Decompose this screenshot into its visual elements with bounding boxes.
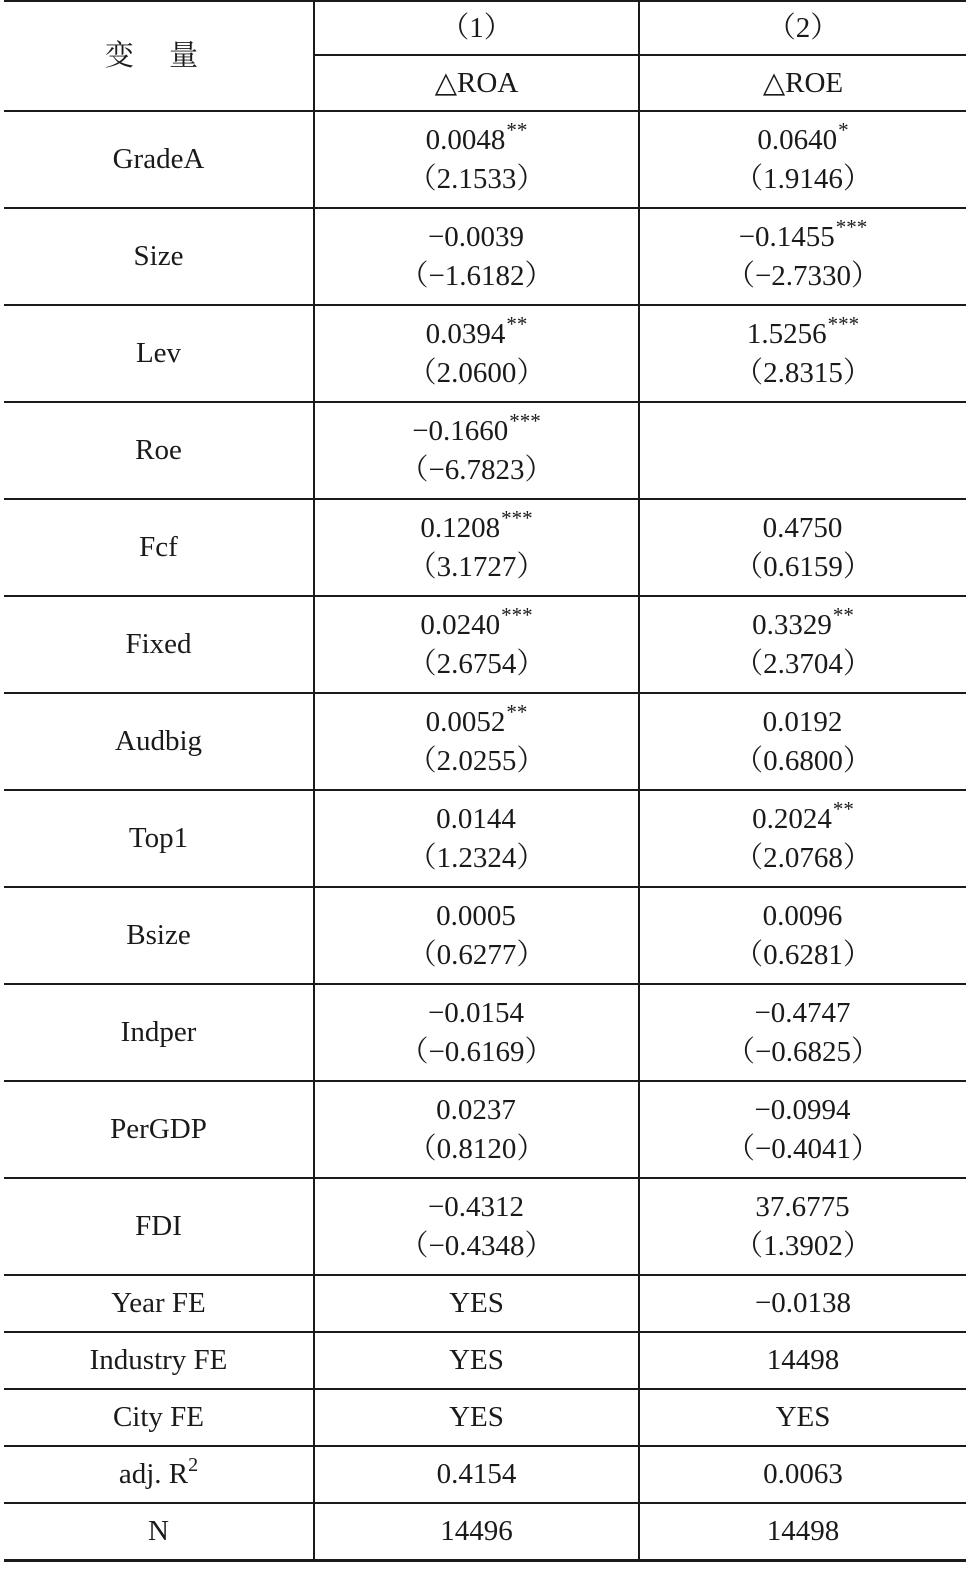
col2-estimate-cell [639, 790, 966, 887]
col2-estimate-cell [639, 402, 966, 499]
coefficient: 0.0052 [425, 705, 506, 738]
summary-row [4, 1332, 966, 1389]
t-statistic: （−0.6169） [399, 1035, 554, 1068]
col1-estimate-cell [314, 790, 639, 887]
significance-stars: ** [506, 311, 528, 336]
coefficient: 1.5256 [746, 317, 827, 350]
summary-label-cell [4, 1446, 314, 1503]
significance-stars: *** [501, 505, 533, 530]
col2-summary-value: 14498 [639, 1332, 966, 1389]
coefficient-line [315, 218, 638, 257]
table-row [4, 111, 966, 208]
variable-name: Fcf [4, 499, 314, 596]
t-statistic: （2.6754） [407, 647, 546, 680]
variable-name: Audbig [4, 693, 314, 790]
col2-estimate-cell [639, 499, 966, 596]
coefficient: 37.6775 [755, 1190, 850, 1223]
summary-label-cell [4, 1275, 314, 1332]
t-statistic: （2.1533） [407, 162, 546, 195]
col2-summary-value: 0.0063 [639, 1446, 966, 1503]
coefficient-line [640, 431, 966, 470]
t-statistic: （2.0600） [407, 356, 546, 389]
coefficient-line [315, 897, 638, 936]
summary-label-cell [4, 1332, 314, 1389]
coefficient: 0.0048 [425, 123, 506, 156]
coefficient-line [640, 602, 966, 645]
t-statistic: （1.3902） [734, 1229, 872, 1262]
table-row [4, 693, 966, 790]
variable-name: Indper [4, 984, 314, 1081]
col2-estimate-cell [639, 305, 966, 402]
t-statistic: （0.8120） [407, 1132, 546, 1165]
coefficient-line [640, 117, 966, 160]
coefficient: 0.0237 [436, 1093, 516, 1126]
coefficient-line [315, 311, 638, 354]
t-statistic: （2.8315） [734, 356, 872, 389]
coefficient-line [640, 703, 966, 742]
col1-estimate-cell [314, 1081, 639, 1178]
t-statistic: （0.6281） [734, 938, 872, 971]
col1-estimate-cell [314, 111, 639, 208]
t-statistic: （−0.4041） [725, 1132, 881, 1165]
table-row [4, 499, 966, 596]
coefficient: 0.2024 [752, 802, 832, 835]
t-statistic: （1.2324） [407, 841, 546, 874]
t-statistic: （−0.4348） [399, 1229, 554, 1262]
table-row [4, 887, 966, 984]
significance-stars: * [838, 117, 849, 142]
col1-estimate-cell [314, 887, 639, 984]
coefficient-line [640, 214, 966, 257]
coefficient: 0.4750 [762, 511, 843, 544]
col2-summary-value: 14498 [639, 1503, 966, 1561]
coefficient: 0.3329 [752, 608, 832, 641]
coefficient-line [315, 602, 638, 645]
col2-estimate-cell [639, 693, 966, 790]
significance-stars: *** [835, 214, 868, 239]
coefficient: −0.4747 [754, 996, 851, 1029]
col1-estimate-cell [314, 693, 639, 790]
variable-name: Lev [4, 305, 314, 402]
col2-summary-value: YES [639, 1389, 966, 1446]
coefficient: 0.0096 [762, 899, 843, 932]
coefficient: −0.1660 [412, 414, 509, 447]
summary-label: Industry FE [89, 1344, 228, 1376]
col2-estimate-cell [639, 887, 966, 984]
significance-stars: *** [827, 311, 860, 336]
col2-number: （2） [639, 1, 966, 55]
col1-estimate-cell [314, 596, 639, 693]
coefficient: −0.0039 [427, 220, 525, 253]
t-statistic: （−6.7823） [399, 453, 554, 486]
coefficient-line [640, 897, 966, 936]
coefficient: 0.0144 [436, 802, 516, 835]
col1-estimate-cell [314, 208, 639, 305]
summary-label-cell [4, 1389, 314, 1446]
coefficient-line [315, 800, 638, 839]
coefficient-line [640, 796, 966, 839]
table-row [4, 1178, 966, 1275]
col1-summary-value: YES [314, 1332, 639, 1389]
col1-estimate-cell [314, 305, 639, 402]
variable-name: Bsize [4, 887, 314, 984]
coefficient: 0.0640 [757, 123, 838, 156]
summary-label: Year FE [111, 1287, 206, 1319]
coefficient: −0.0994 [754, 1093, 851, 1126]
coefficient: 0.1208 [420, 511, 501, 544]
coefficient-line [640, 1188, 966, 1227]
t-statistic: （0.6277） [407, 938, 546, 971]
significance-stars: *** [509, 408, 541, 433]
significance-stars: ** [832, 796, 854, 821]
summary-row [4, 1503, 966, 1561]
coefficient-line [640, 509, 966, 548]
col1-estimate-cell [314, 499, 639, 596]
variable-name: PerGDP [4, 1081, 314, 1178]
col1-estimate-cell [314, 984, 639, 1081]
superscript: 2 [188, 1454, 199, 1476]
summary-row [4, 1446, 966, 1503]
coefficient: 0.0192 [762, 705, 843, 738]
variable-name: Size [4, 208, 314, 305]
col2-estimate-cell [639, 208, 966, 305]
table-row [4, 984, 966, 1081]
col1-summary-value: YES [314, 1389, 639, 1446]
summary-label-cell [4, 1503, 314, 1561]
t-statistic: （2.0768） [734, 841, 872, 874]
regression-table [4, 0, 966, 1562]
col1-dependent-var: △ROA [314, 55, 639, 111]
coefficient-line [315, 1091, 638, 1130]
coefficient: −0.4312 [427, 1190, 525, 1223]
col2-estimate-cell [639, 1178, 966, 1275]
significance-stars: *** [501, 602, 533, 627]
variable-name: Top1 [4, 790, 314, 887]
col2-dependent-var: △ROE [639, 55, 966, 111]
coefficient: −0.0154 [427, 996, 525, 1029]
summary-label: N [148, 1515, 169, 1547]
t-statistic: （0.6800） [734, 744, 872, 777]
coefficient: 0.0394 [425, 317, 506, 350]
variable-name: Fixed [4, 596, 314, 693]
t-statistic: （2.3704） [734, 647, 872, 680]
significance-stars: ** [506, 699, 528, 724]
t-statistic: （3.1727） [407, 550, 546, 583]
col1-number: （1） [314, 1, 639, 55]
t-statistic: （0.6159） [734, 550, 872, 583]
summary-row [4, 1275, 966, 1332]
coefficient-line [315, 505, 638, 548]
coefficient-line [640, 994, 966, 1033]
t-statistic: （1.9146） [734, 162, 872, 195]
summary-label: City FE [112, 1401, 205, 1433]
coefficient: −0.1455 [738, 220, 835, 253]
t-statistic: （2.0255） [407, 744, 546, 777]
table-row [4, 596, 966, 693]
coefficient-line [315, 408, 638, 451]
summary-row [4, 1389, 966, 1446]
table-row [4, 208, 966, 305]
variable-name: FDI [4, 1178, 314, 1275]
col2-estimate-cell [639, 111, 966, 208]
coefficient-line [640, 311, 966, 354]
col2-estimate-cell [639, 1081, 966, 1178]
table-row [4, 1081, 966, 1178]
coefficient-line [315, 1188, 638, 1227]
col1-summary-value: 0.4154 [314, 1446, 639, 1503]
variable-name: Roe [4, 402, 314, 499]
t-statistic: （−1.6182） [399, 259, 554, 292]
coefficient-line [640, 1091, 966, 1130]
significance-stars: ** [506, 117, 528, 142]
col2-summary-value: −0.0138 [639, 1275, 966, 1332]
coefficient-line [315, 699, 638, 742]
variable-header [4, 1, 314, 111]
significance-stars: ** [832, 602, 854, 627]
coefficient: 0.0240 [420, 608, 501, 641]
table-row [4, 402, 966, 499]
table-row [4, 305, 966, 402]
header-row-numbers [4, 1, 966, 55]
col1-summary-value: 14496 [314, 1503, 639, 1561]
col1-summary-value: YES [314, 1275, 639, 1332]
summary-label: adj. R [118, 1458, 189, 1490]
variable-name: GradeA [4, 111, 314, 208]
col1-estimate-cell [314, 1178, 639, 1275]
col2-estimate-cell [639, 596, 966, 693]
table-row [4, 790, 966, 887]
col1-estimate-cell [314, 402, 639, 499]
coefficient-line [315, 994, 638, 1033]
coefficient: 0.0005 [436, 899, 516, 932]
t-statistic: （−0.6825） [725, 1035, 881, 1068]
col2-estimate-cell [639, 984, 966, 1081]
variable-header-label: 变 量 [104, 39, 213, 72]
coefficient-line [315, 117, 638, 160]
t-statistic: （−2.7330） [725, 259, 881, 292]
